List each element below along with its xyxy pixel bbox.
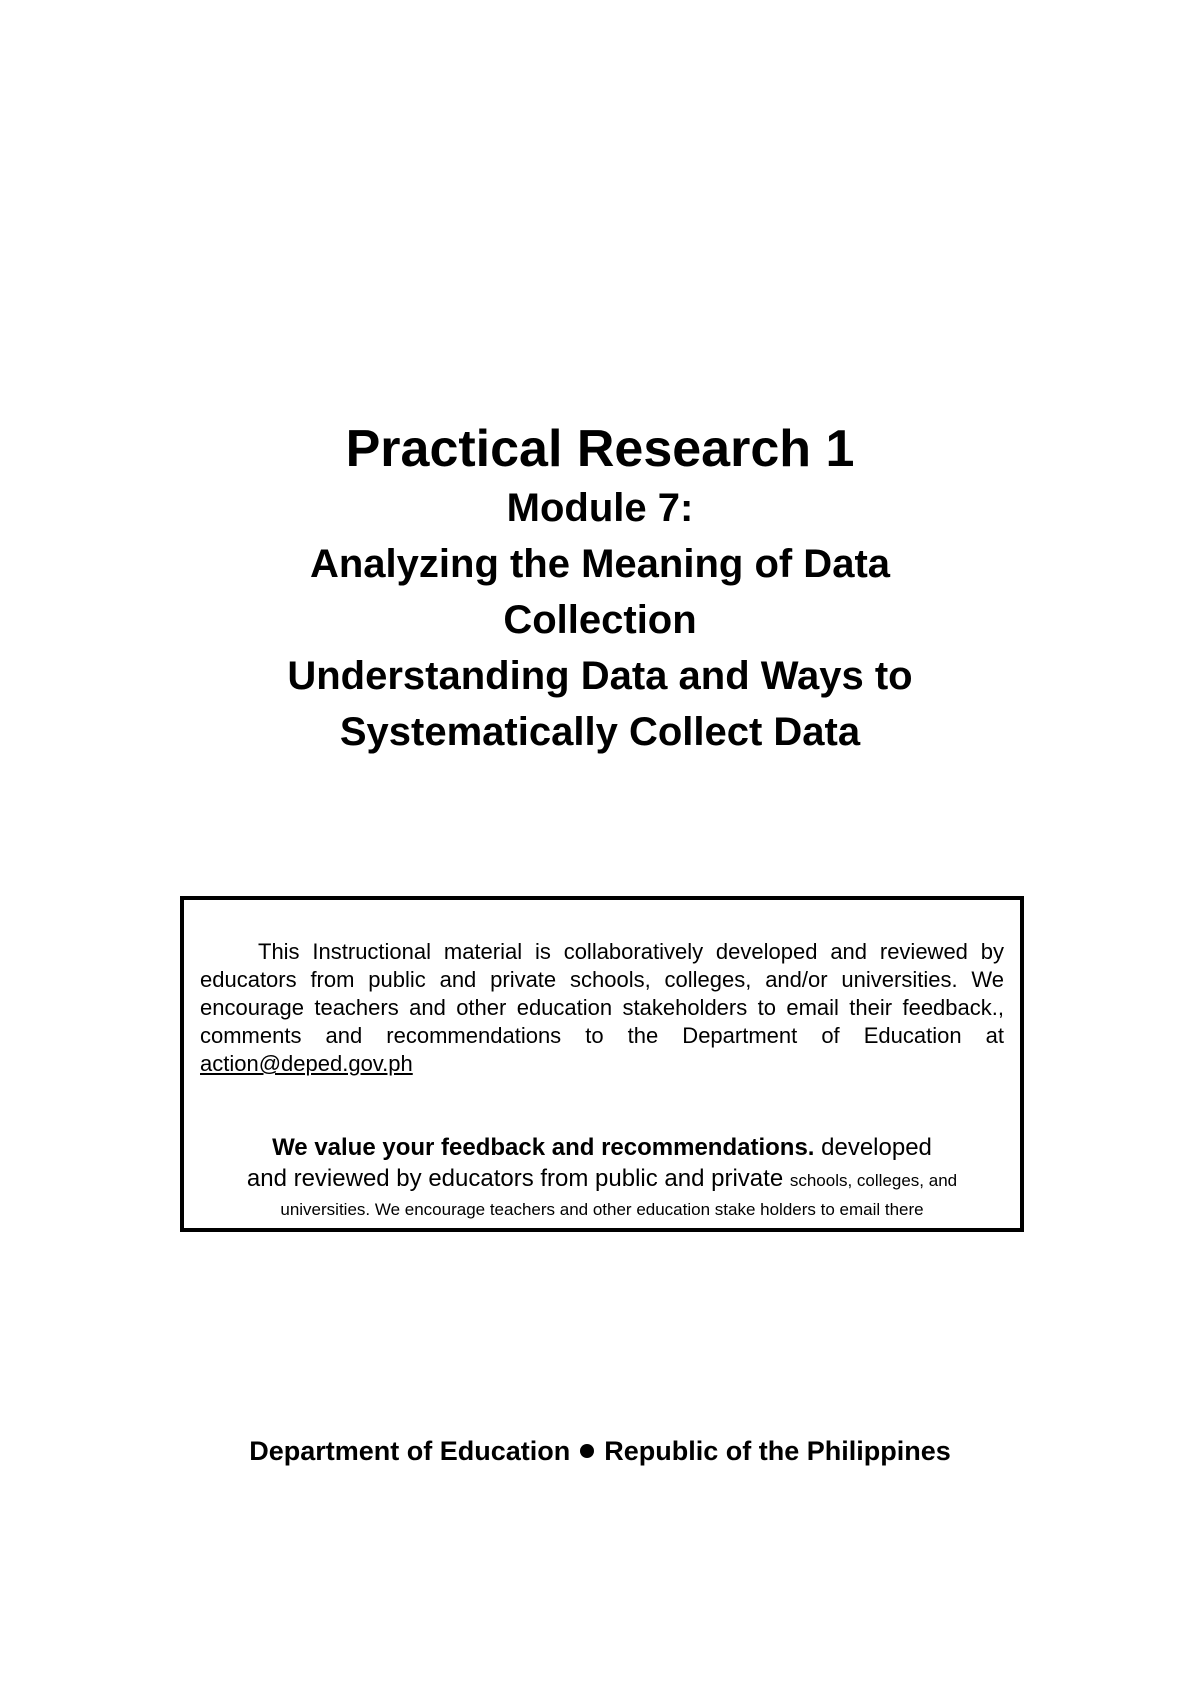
module-number: Module 7:: [506, 486, 694, 530]
module-title-line-3: Understanding Data and Ways to: [287, 654, 913, 698]
feedback-line-2-small: schools, colleges, and: [789, 1171, 958, 1190]
module-title-line-1: Analyzing the Meaning of Data: [309, 542, 891, 586]
feedback-line-2: [200, 1163, 1004, 1196]
publisher-footer: [0, 1433, 1200, 1469]
cover-title-block: [0, 418, 1200, 760]
feedback-line-1: [200, 1132, 1004, 1163]
feedback-line-1-rest: developed: [821, 1134, 932, 1161]
footer-republic: Republic of the Philippines: [604, 1436, 951, 1466]
footer-department: Department of Education: [249, 1436, 571, 1466]
notice-paragraph-text: This Instructional material is collaboratively developed and reviewed by educators from public and private schools, colleges, and/or universities. We encourage teachers and other education stakeholders to email their feedback., comments and recommendations to the Department of Education at: [200, 939, 1004, 1048]
feedback-notice-box: [180, 896, 1024, 1232]
course-title: Practical Research 1: [345, 420, 855, 478]
feedback-paragraph: [200, 1132, 1004, 1224]
notice-paragraph: [200, 938, 1004, 1078]
feedback-line-2-regular: and reviewed by educators from public and private: [246, 1165, 784, 1192]
module-title-line-4: Systematically Collect Data: [339, 710, 861, 754]
feedback-emphasis: We value your feedback and recommendations.: [272, 1134, 815, 1161]
email-link[interactable]: action@deped.gov.ph: [200, 1051, 413, 1076]
module-title-line-2: Collection: [503, 598, 697, 642]
bullet-separator-icon: [580, 1444, 594, 1458]
feedback-line-3: universities. We encourage teachers and other education stake holders to email there: [280, 1200, 924, 1219]
